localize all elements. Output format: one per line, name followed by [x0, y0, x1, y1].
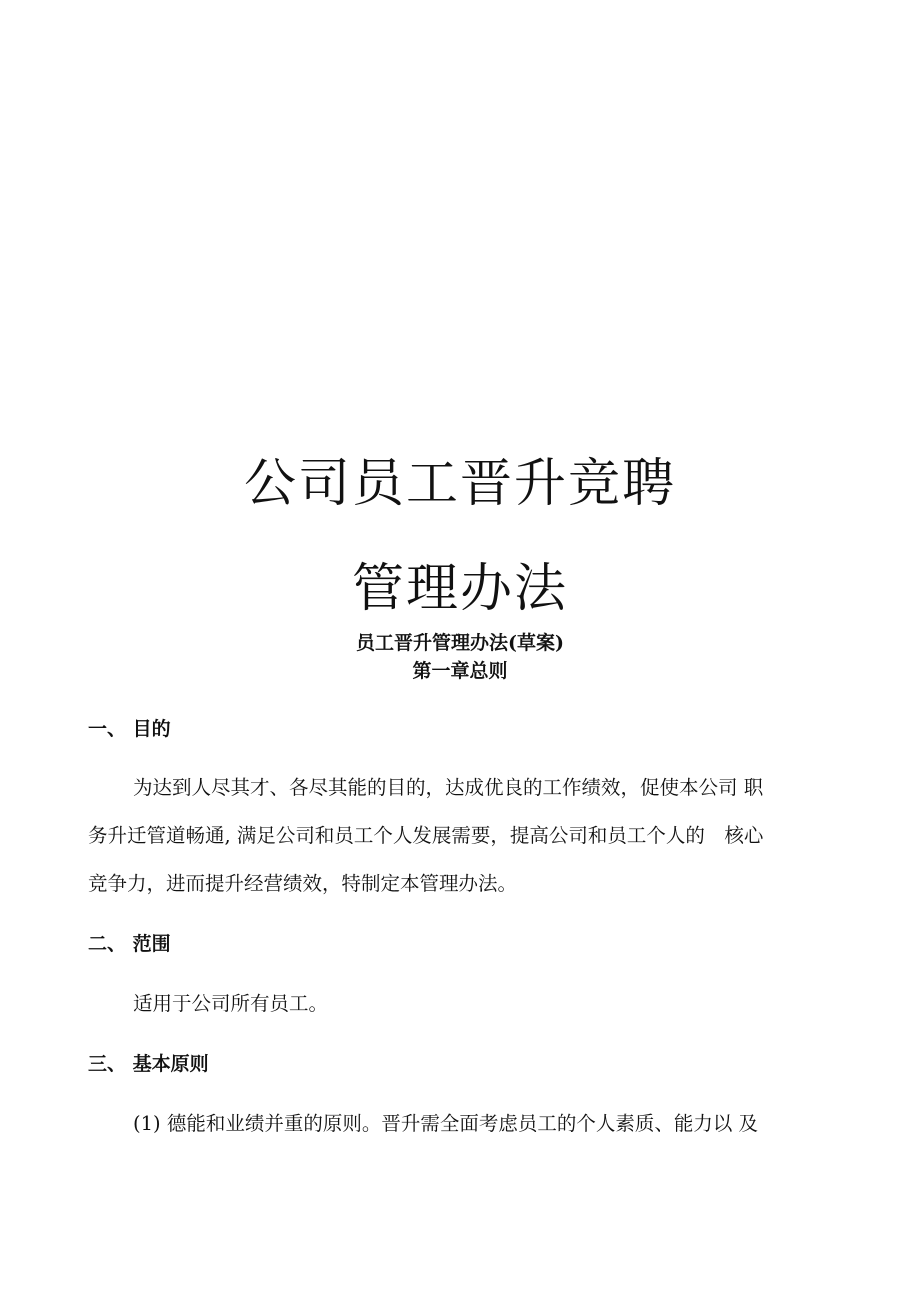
principles-line-1: (1) 德能和业绩并重的原则。晋升需全面考虑员工的个人素质、能力以 及: [133, 1112, 759, 1135]
purpose-line-1: 为达到人尽其才、各尽其能的目的，达成优良的工作绩效，促使本公司 职: [133, 776, 764, 799]
chapter-heading: 第一章总则: [412, 660, 508, 682]
scope-line-1: 适用于公司所有员工。: [133, 992, 329, 1015]
section-heading-scope: 二、 范围: [88, 933, 171, 955]
section-heading-principles: 三、 基本原则: [88, 1053, 209, 1075]
section-heading-purpose: 一、 目的: [88, 718, 171, 740]
document-title-line-2: 管理办法: [351, 559, 568, 619]
purpose-line-2: 务升迁管道畅通, 满足公司和员工个人发展需要，提高公司和员工个人的 核心: [88, 824, 764, 847]
document-title-line-1: 公司员工晋升竞聘: [243, 454, 676, 514]
document-subtitle: 员工晋升管理办法(草案): [356, 632, 564, 654]
purpose-line-3: 竞争力，进而提升经营绩效，特制定本管理办法。: [88, 872, 518, 895]
